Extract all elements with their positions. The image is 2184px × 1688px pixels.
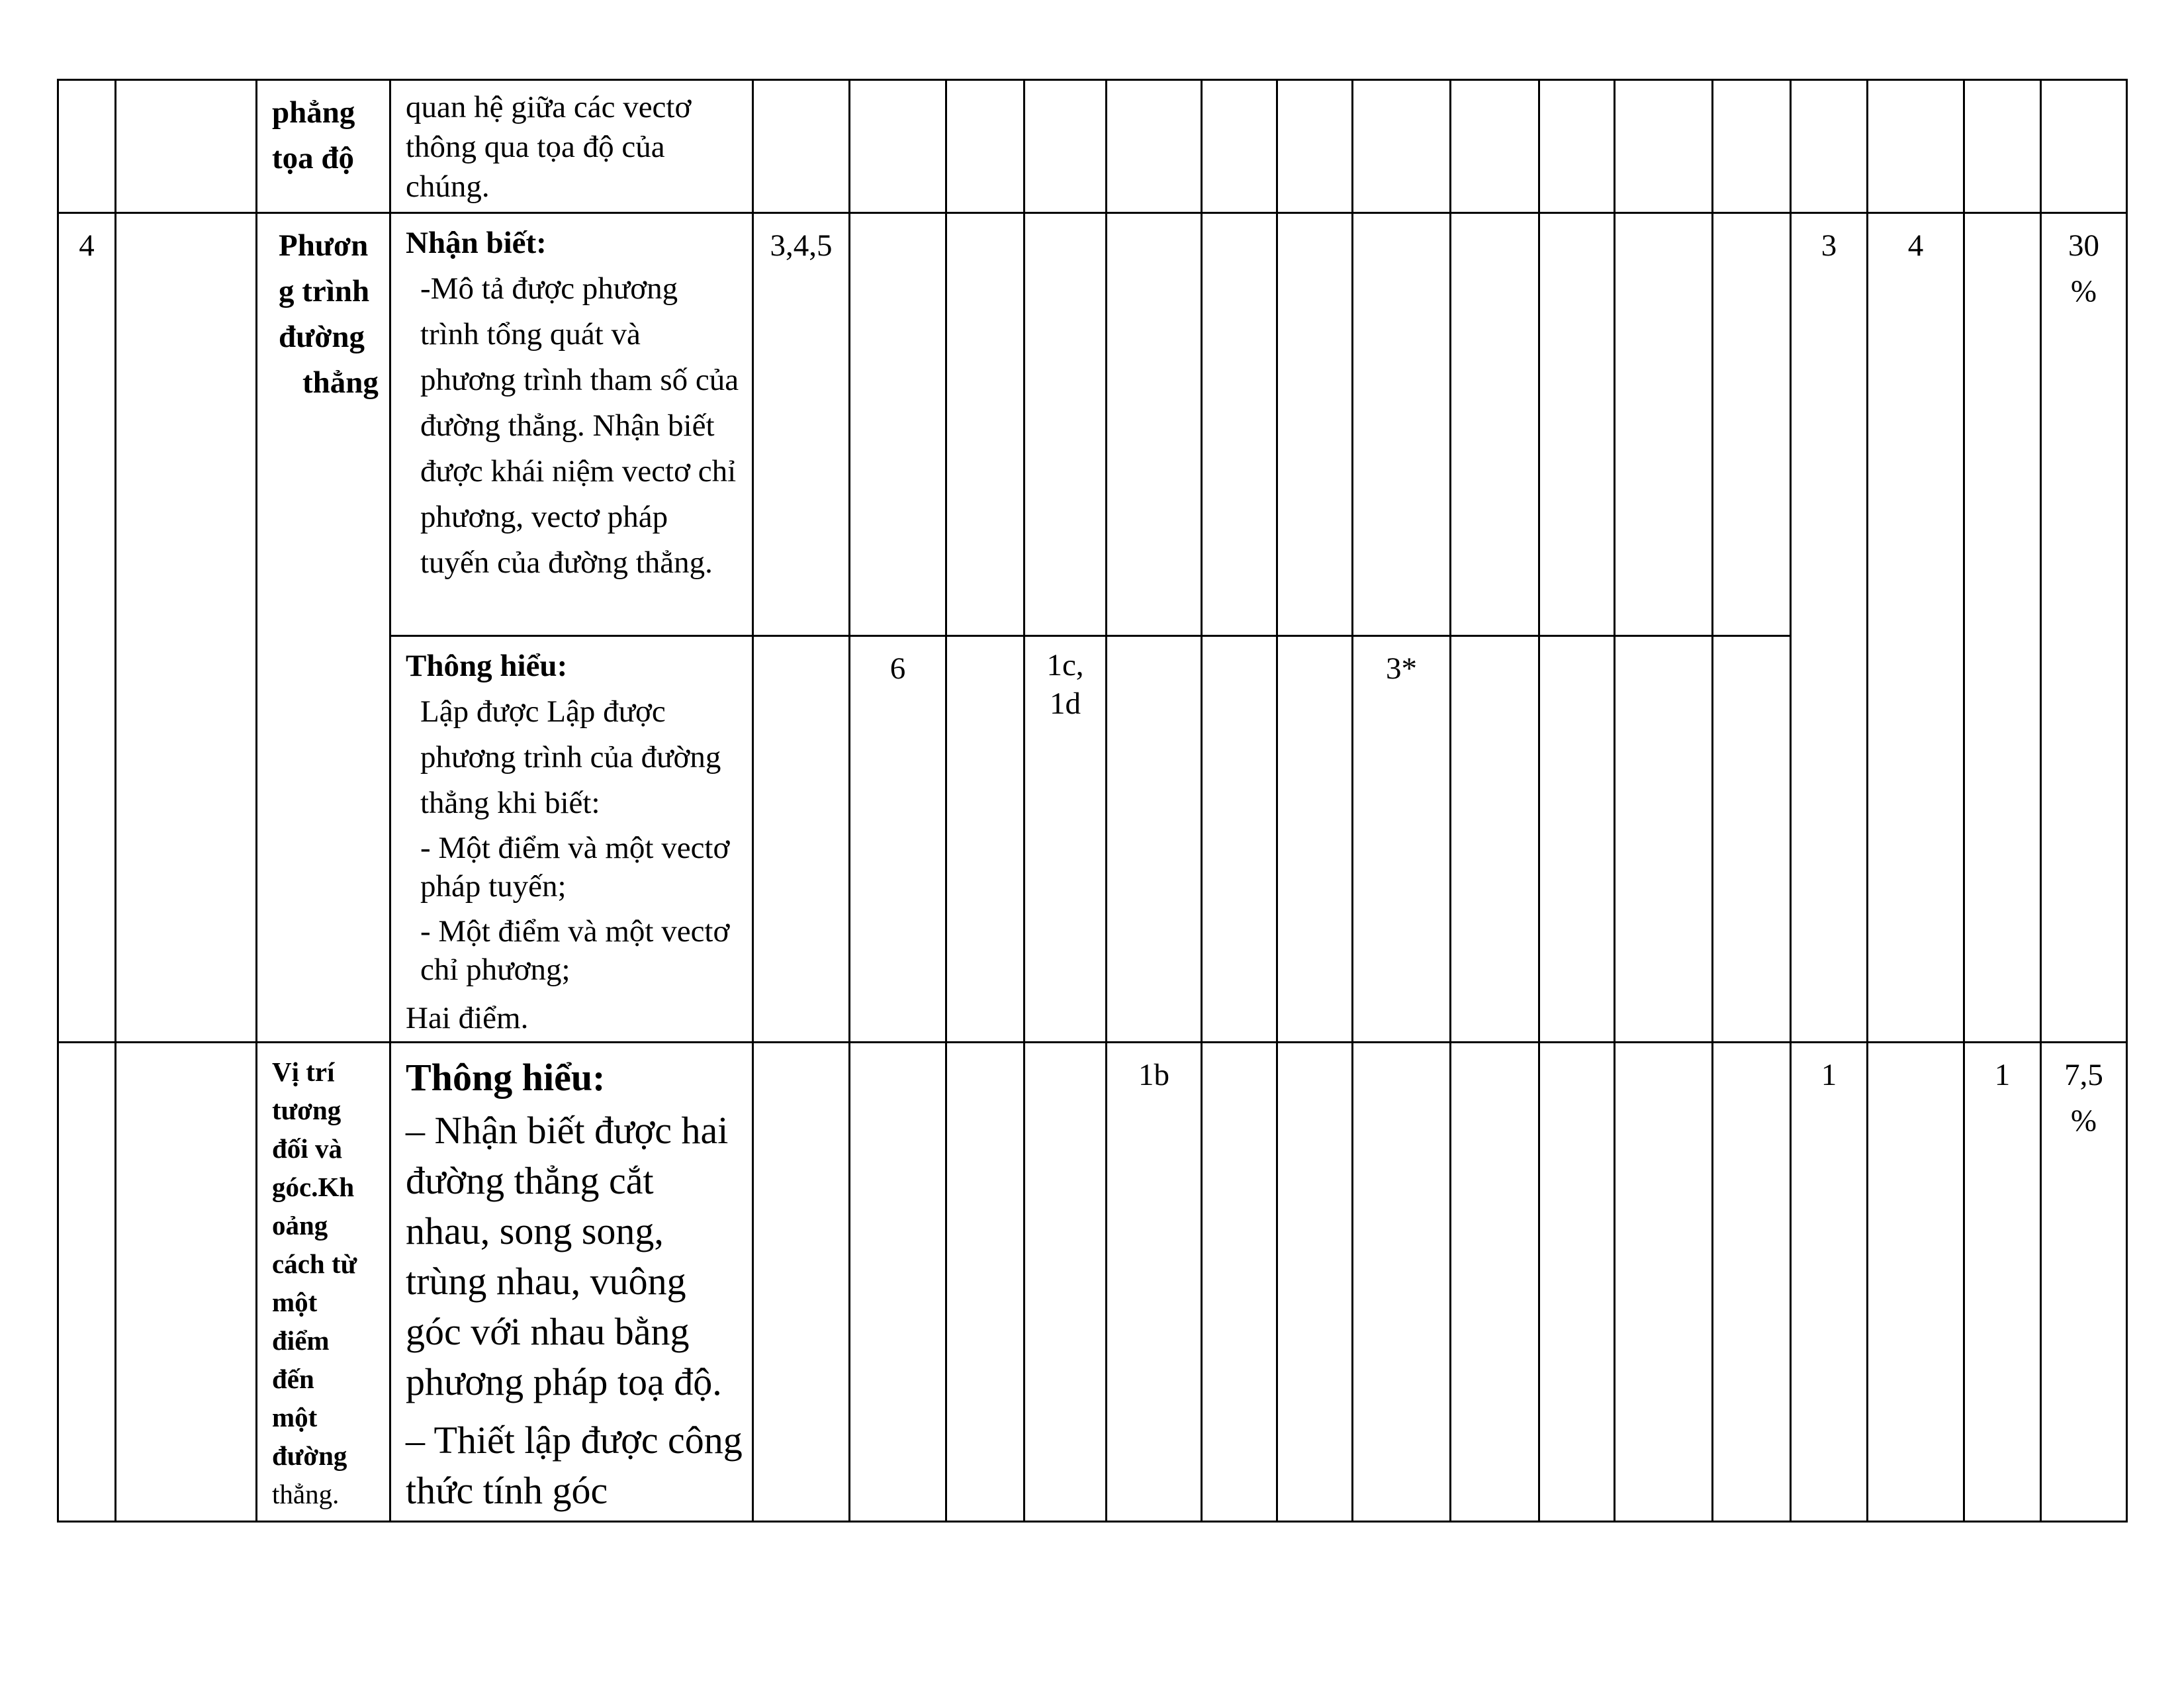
cell (1539, 1043, 1615, 1522)
cell (1451, 636, 1539, 1043)
cell (1107, 636, 1202, 1043)
cell (1451, 213, 1539, 636)
requirement-cell (390, 636, 753, 1043)
percent-cell: 7,5 % (2041, 1043, 2127, 1522)
topic-line: Vị trí (272, 1056, 335, 1087)
total-cell: 3 (1791, 213, 1868, 1043)
cell (1202, 636, 1277, 1043)
topic-line: đường (279, 320, 365, 354)
topic-line: điểm (272, 1325, 330, 1356)
total-cell: 1 (1791, 1043, 1868, 1522)
count-cell: 1c, 1d (1024, 636, 1107, 1043)
cell (1791, 80, 1868, 213)
requirement-item: - Một điểm và một vectơ chỉ phương; (420, 914, 730, 987)
table-row (58, 1043, 2127, 1522)
count-cell: 3* (1353, 636, 1451, 1043)
cell (1615, 1043, 1713, 1522)
requirement-item: - Một điểm và một vectơ pháp tuyến; (420, 831, 730, 904)
cell (753, 636, 850, 1043)
requirement-cell: quan hệ giữa các vectơ thông qua tọa độ của chúng. (390, 80, 753, 213)
cell-stt (58, 80, 116, 213)
cell (1202, 80, 1277, 213)
cell (1539, 636, 1615, 1043)
cell (850, 213, 946, 636)
cell-chapter (116, 213, 257, 1043)
requirement-text: – Nhận biết được hai đường thẳng cắt nhau, song song, trùng nhau, vuông góc với nhau bằng phương pháp toạ độ. (406, 1109, 729, 1403)
cell (1024, 1043, 1107, 1522)
cell (1277, 636, 1353, 1043)
topic-line: đường (272, 1440, 347, 1471)
level-label: Nhận biết: (406, 226, 547, 260)
topic-line: góc.Kh (272, 1172, 355, 1202)
cell (946, 1043, 1024, 1522)
cell (1615, 213, 1713, 636)
table-row (58, 80, 2127, 213)
cell (1539, 80, 1615, 213)
cell (1713, 80, 1791, 213)
cell (946, 213, 1024, 636)
cell (1713, 636, 1791, 1043)
requirement-item: Hai điểm. (406, 1001, 529, 1035)
cell (1353, 213, 1451, 636)
count-cell: 3,4,5 (753, 213, 850, 636)
requirement-text: Lập được Lập được phương trình của đường thẳng khi biết: (420, 694, 721, 820)
cell (1202, 1043, 1277, 1522)
cell (1107, 213, 1202, 636)
cell (753, 80, 850, 213)
cell (1277, 1043, 1353, 1522)
cell (1868, 1043, 1964, 1522)
topic-line: tương (272, 1095, 341, 1125)
table-row (58, 213, 2127, 636)
topic-line: đến (272, 1364, 314, 1394)
topic-line: oảng (272, 1210, 328, 1241)
cell (1713, 213, 1791, 636)
topic-line: thẳng (302, 365, 379, 400)
cell (1713, 1043, 1791, 1522)
stt-cell: 4 (58, 213, 116, 1043)
cell (850, 80, 946, 213)
cell (1107, 80, 1202, 213)
cell (1277, 213, 1353, 636)
topic-cell: phẳng tọa độ (257, 80, 390, 213)
cell (753, 1043, 850, 1522)
cell (1202, 213, 1277, 636)
cell (1024, 213, 1107, 636)
level-label: Thông hiểu: (406, 649, 568, 683)
cell (1024, 80, 1107, 213)
cell (1615, 80, 1713, 213)
count-cell: 6 (850, 636, 946, 1043)
cell-chapter (116, 1043, 257, 1522)
matrix-table (57, 79, 2128, 1523)
topic-line: đối và (272, 1133, 342, 1164)
count-cell: 1b (1107, 1043, 1202, 1522)
total-cell (1964, 213, 2041, 1043)
cell (1451, 80, 1539, 213)
cell (1353, 1043, 1451, 1522)
cell (946, 636, 1024, 1043)
cell-chapter (116, 80, 257, 213)
cell-stt (58, 1043, 116, 1522)
topic-line: một (272, 1287, 318, 1317)
cell (2041, 80, 2127, 213)
requirement-text: -Mô tả được phương trình tổng quát và phương trình tham số của đường thẳng. Nhận biết được khái niệm vectơ chỉ phương, vectơ pháp tuyến của đường thẳng. (420, 271, 739, 580)
cell (1964, 80, 2041, 213)
topic-line: cách từ (272, 1248, 357, 1279)
topic-cell (257, 1043, 390, 1522)
cell (850, 1043, 946, 1522)
total-cell: 1 (1964, 1043, 2041, 1522)
requirement-cell (390, 1043, 753, 1522)
level-label: Thông hiểu: (406, 1056, 606, 1099)
cell (1277, 80, 1353, 213)
topic-line: thẳng. (272, 1479, 340, 1509)
requirement-text: – Thiết lập được công thức tính góc (406, 1419, 743, 1512)
requirement-cell (390, 213, 753, 636)
cell (1539, 213, 1615, 636)
percent-cell: 30 % (2041, 213, 2127, 1043)
cell (1451, 1043, 1539, 1522)
cell (1615, 636, 1713, 1043)
topic-line: một (272, 1402, 318, 1432)
cell (1868, 80, 1964, 213)
total-cell: 4 (1868, 213, 1964, 1043)
topic-line: Phươn (279, 228, 369, 263)
topic-cell (257, 213, 390, 1043)
cell (1353, 80, 1451, 213)
topic-line: g trình (279, 274, 370, 308)
cell (946, 80, 1024, 213)
